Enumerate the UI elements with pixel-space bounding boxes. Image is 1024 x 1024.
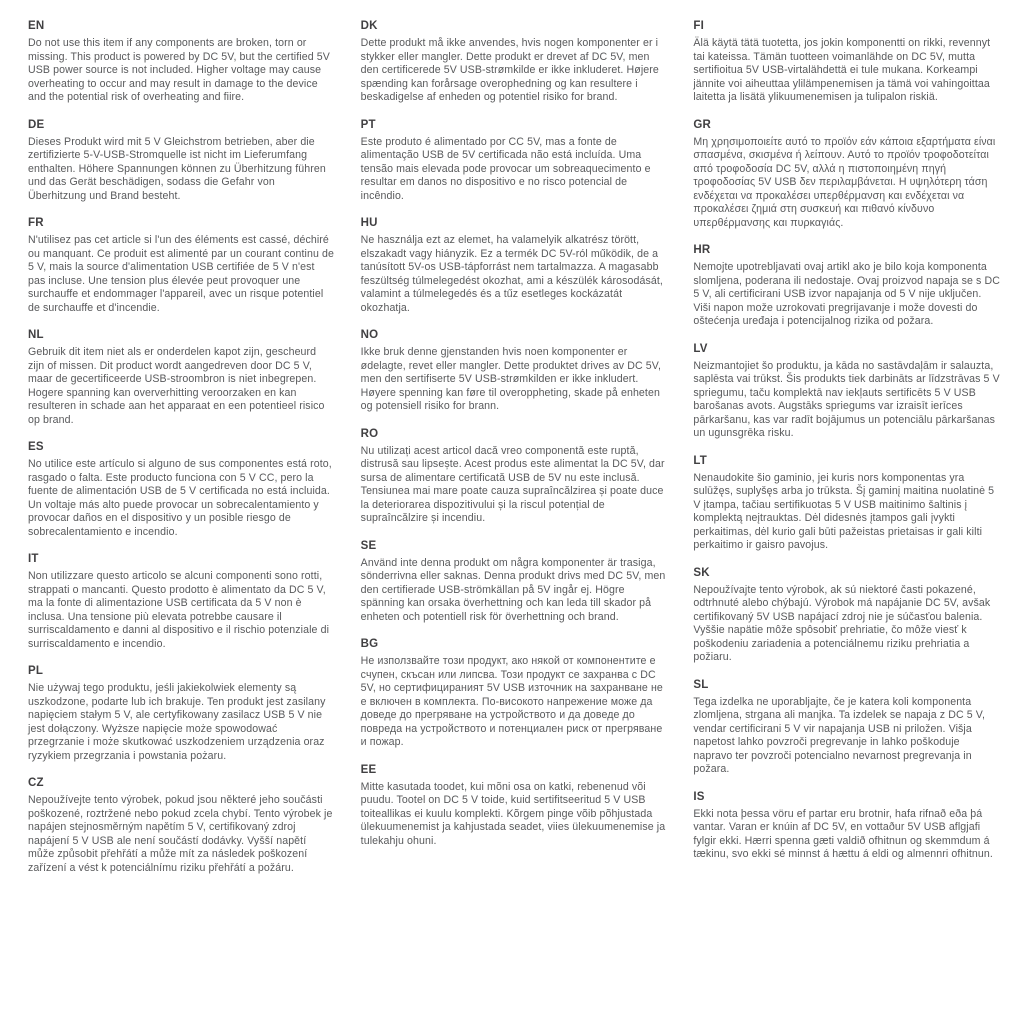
warning-text-is: Ekki nota þessa vöru ef partar eru brotnir, hafa rifnað eða þá vantar. Varan er knúin af DC 5V, en vottaður 5V USB aflgjafi fylgir ekki. Hærri spenna gæti valdið ofhitnun og skemmdum á tækinu, svo ekki sé minnst á hættu á eldi og almennri ofhitnun. [693, 807, 993, 860]
warning-text-lt: Nenaudokite šio gaminio, jei kuris nors komponentas yra sulūžęs, suplyšęs arba jo trūksta. Šį gaminį maitina nuolatinė 5 V įtampa, tačiau sertifikuotas 5 V USB maitinimo šaltinis į komplektą neįtrauktas. Dėl didesnės įtampos gali įvykti perkaitimas, dėl kurio gali būti pažeistas prietaisas ir gali kilti perkaitimo ir gaisro pavojus. [693, 471, 995, 551]
warning-text-fi: Älä käytä tätä tuotetta, jos jokin komponentti on rikki, revennyt tai kateissa. Tämän tuotteen voimanlähde on DC 5V, mutta sertifioitua 5V USB-virtalähdettä ei tule mukana. Korkeampi jännite voi aiheuttaa ylilämpenemisen ja tämä voi vahingoittaa laitetta ja lisätä ylikuumenemisen ja tulipalon riskiä. [693, 37, 991, 103]
warning-text-cz: Nepoužívejte tento výrobek, pokud jsou některé jeho součásti poškozené, roztržené nebo pokud zcela chybí. Tento výrobek je napájen stejnosměrným napětím 5 V, certifikovaný zdroj napájení 5 V USB ale není součástí dodávky. Vyšší napětí může způsobit přehřátí a může mít za následek poškození zařízení a vést k potenciálnímu riziku přehřátí a požáru. [28, 794, 333, 874]
warning-text-ee: Mitte kasutada toodet, kui mõni osa on katki, rebenenud või puudu. Tootel on DC 5 V toide, kuid sertifitseeritud 5 V USB toiteallikas ei kuulu komplekti. Kõrgem pinge võib põhjustada ülekuumenemist ja kahjustada seadet, viies ülekuumenemise ja tulekahju ohuni. [360, 780, 666, 847]
lang-heading-fr: FR [28, 217, 44, 229]
warning-text-se: Använd inte denna produkt om några komponenter är trasiga, sönderrivna eller saknas. Denna produkt drivs med DC 5V, men den certifierade USB-strömkällan på 5V ingår ej. Högre spänning kan orsaka överhettning och kan leda till skador på enheten och potentiell risk för överhettning och brand. [360, 556, 666, 623]
lang-heading-en: EN [28, 20, 45, 32]
section-cz [28, 777, 335, 875]
lang-heading-gr: GR [693, 118, 711, 131]
lang-heading-ro: RO [360, 427, 379, 440]
warning-text-hu: Ne használja ezt az elemet, ha valamelyik alkatrész törött, elszakadt vagy hiányzik. Ez a termék DC 5V-ról működik, de a tanúsított 5V-os USB-tápforrást nem tartalmazza. A magasabb feszültség túlmelegedést okozhat, ami a készülék károsodását, valamint a túlmelegedés és a tűz esetleges kockázatát okozhatja. [360, 234, 663, 314]
warning-text-sl: Tega izdelka ne uporabljajte, če je katera koli komponenta zlomljena, strgana ali manjka. Ta izdelek se napaja z DC 5 V, vendar certificirani 5 V vir napajanja USB ni priložen. Višja napetost lahko povzroči pregrevanje in lahko poškoduje napravo ter povzroči potencialno nevarnost pregrevanja in požara. [693, 695, 986, 775]
warning-text-dk: Dette produkt må ikke anvendes, hvis nogen komponenter er i stykker eller mangler. Dette produkt er drevet af DC 5V, men den certificerede 5V USB-strømkilde er ikke inkluderet. Højere spænding kan forårsage overophedning og kan resultere i beskadigelse af enheden og potentiel risiko for brand. [360, 37, 659, 103]
lang-heading-cz: CZ [28, 777, 44, 789]
section-no [361, 329, 668, 414]
warning-text-nl: Gebruik dit item niet als er onderdelen kapot zijn, gescheurd zijn of missen. Dit product wordt aangedreven door DC 5 V, maar de gecertificeerde USB-stroombron is niet inbegrepen. Hogere spanning kan oververhitting veroorzaken en kan resulteren in schade aan het apparaat en een potentieel risico op brand. [28, 346, 325, 426]
warning-text-fr: N'utilisez pas cet article si l'un des éléments est cassé, déchiré ou manquant. Ce produit est alimenté par un courant continu de 5 V, mais la source d'alimentation USB certifiée de 5 V n'est pas incluse. Une tension plus élevée peut provoquer une surchauffe et endommager l'appareil, avec un risque potentiel de surchauffe et d'incendie. [28, 234, 334, 314]
section-dk [361, 20, 668, 105]
lang-heading-is: IS [693, 790, 705, 803]
section-hu [361, 217, 668, 315]
lang-heading-lt: LT [693, 454, 707, 467]
section-es [28, 441, 335, 539]
lang-heading-ee: EE [360, 763, 377, 776]
lang-heading-es: ES [28, 441, 44, 453]
warning-text-en: Do not use this item if any components are broken, torn or missing. This product is powered by DC 5V, but the certified 5V USB power source is not included. Higher voltage may cause overheating to occur and may result in damage to the device and the potential risk of overheating and fiire. [28, 37, 330, 103]
warning-text-es: No utilice este artículo si alguno de sus componentes está roto, rasgado o falta. Este producto funciona con 5 V CC, pero la fuente de alimentación USB de 5 V certificada no está incluida. Un voltaje más alto puede provocar un sobrecalentamiento y provocar daños en el dispositivo y un posible riesgo de sobrecalentamiento e incendio. [28, 458, 332, 538]
warning-text-no: Ikke bruk denne gjenstanden hvis noen komponenter er ødelagte, revet eller mangler. Dette produktet drives av DC 5V, men den sertifiserte 5V USB-strømkilden er ikke inkludert. Høyere spenning kan føre til overoppheting, skade på enheten og potensiell risiko for brann. [360, 346, 661, 412]
warning-text-lv: Neizmantojiet šo produktu, ja kāda no sastāvdaļām ir salauzta, saplēsta vai trūkst. Šis produkts tiek darbināts ar līdzstrāvas 5 V spriegumu, taču komplektā nav iekļauts sertificēts 5 V USB barošanas avots. Augstāks spriegums var izraisīt ierīces pārkaršanu, kas var radīt bojājumus un potenciālu pārkaršanas un ugunsgrēka risku. [693, 359, 1000, 439]
section-it [28, 553, 335, 651]
column-2 [361, 20, 668, 889]
column-3 [693, 20, 1000, 889]
column-1 [28, 20, 335, 889]
lang-heading-fi: FI [693, 20, 704, 32]
section-de [28, 119, 335, 204]
section-se [361, 540, 668, 625]
section-fr [28, 217, 335, 315]
section-ee [361, 764, 668, 849]
lang-heading-it: IT [28, 553, 39, 565]
lang-heading-bg: BG [360, 638, 379, 650]
lang-heading-pl: PL [28, 665, 44, 677]
lang-heading-pt: PT [360, 118, 376, 131]
section-gr [693, 119, 1000, 231]
section-is [693, 791, 1000, 862]
lang-heading-sk: SK [693, 566, 710, 579]
lang-heading-hu: HU [360, 217, 378, 229]
section-pl [28, 665, 335, 763]
warning-text-sk: Nepoužívajte tento výrobok, ak sú niektoré časti pokazené, odtrhnuté alebo chýbajú. Výrobok má napájanie DC 5V, avšak certifikovaný 5V USB napájací zdroj nie je súčasťou balenia. Vyššie napätie môže spôsobiť prehriatie, čo môže viesť k poškodeniu zariadenia a potenciálnemu riziku prehriatia a požiaru. [693, 583, 991, 663]
section-pt [361, 119, 668, 204]
section-nl [28, 329, 335, 427]
lang-heading-hr: HR [693, 244, 711, 256]
lang-heading-lv: LV [693, 342, 708, 355]
section-fi [693, 20, 1000, 105]
warning-text-pt: Este produto é alimentado por CC 5V, mas a fonte de alimentação USB de 5V certificada não está incluída. Uma tensão mais elevada pode provocar um sobreaquecimento e resultar em danos no dispositivo e no risco potencial de incêndio. [360, 135, 651, 202]
section-sk [693, 567, 1000, 665]
section-lt [693, 455, 1000, 553]
section-bg [361, 638, 668, 750]
section-en [28, 20, 335, 105]
warning-text-gr: Μη χρησιμοποιείτε αυτό το προϊόν εάν κάποια εξαρτήματα είναι σπασμένα, σκισμένα ή λείπουν. Αυτό το προϊόν τροφοδοτείται από τροφοδοσία DC 5V, αλλά η πιστοποιημένη πηγή τροφοδοσίας 5V USB δεν περιλαμβάνεται. Η υψηλότερη τάση ενδέχεται να προκαλέσει υπερθέρμανση και ενδέχεται να προκαλέσει ζημιά στη συσκευή και πιθανό κίνδυνο υπερθέρμανσης και πυρκαγιάς. [693, 135, 996, 229]
warning-text-pl: Nie używaj tego produktu, jeśli jakiekolwiek elementy są uszkodzone, podarte lub ich brakuje. Ten produkt jest zasilany napięciem stałym 5 V, ale certyfikowany zasilacz USB 5 V nie jest dołączony. Wyższe napięcie może spowodować przegrzanie i może skutkować uszkodzeniem urządzenia oraz ryzykiem przegrzania i powstania pożaru. [28, 682, 326, 762]
lang-heading-se: SE [360, 539, 377, 552]
section-ro [361, 428, 668, 526]
lang-heading-sl: SL [693, 678, 709, 691]
lang-heading-de: DE [28, 118, 45, 131]
warning-text-it: Non utilizzare questo articolo se alcuni componenti sono rotti, strappati o mancanti. Questo prodotto è alimentato da DC 5 V, ma la fonte di alimentazione USB certificata da 5 V non è inclusa. Una tensione più elevata potrebbe causare il surriscaldamento e danni al dispositivo e il rischio potenziale di surriscaldamento e incendio. [28, 570, 330, 650]
lang-heading-no: NO [360, 329, 379, 341]
lang-heading-dk: DK [360, 20, 378, 32]
warning-text-ro: Nu utilizați acest articol dacă vreo componentă este ruptă, distrusă sau lipsește. Acest produs este alimentat la DC 5V, dar sursa de alimentare certificată USB de 5V nu este inclusă. Tensiunea mai mare poate cauza supraîncălzirea și poate duce la deteriorarea dispozitivului și la riscul potențial de supraîncălzire și incendiu. [360, 444, 665, 524]
section-lv [693, 343, 1000, 441]
warning-text-bg: Не използвайте този продукт, ако някой от компонентите е счупен, скъсан или липсва. Този продукт се захранва с DC 5V, но сертифицираният 5V USB източник на захранване не е включен в комплекта. По-високото напрежение може да доведе до прегряване на устройството и да доведе до повреда на устройството и потенциален риск от прегряване и пожар. [360, 655, 663, 748]
section-hr [693, 244, 1000, 329]
section-sl [693, 679, 1000, 777]
warning-text-hr: Nemojte upotrebljavati ovaj artikl ako je bilo koja komponenta slomljena, poderana ili nedostaje. Ovaj proizvod napaja se s DC 5 V, ali certificirani USB izvor napajanja od 5 V nije uključen. Viši napon može uzrokovati pregrijavanje i može dovesti do oštećenja uređaja i potencijalnog rizika od požara. [693, 261, 1000, 327]
lang-heading-nl: NL [28, 329, 44, 341]
warning-text-de: Dieses Produkt wird mit 5 V Gleichstrom betrieben, aber die zertifizierte 5-V-USB-Stromquelle ist nicht im Lieferumfang enthalten. Höhere Spannungen können zu Überhitzung führen und das Gerät beschädigen, sodass die Gefahr von Überhitzung und Brand besteht. [28, 135, 326, 202]
